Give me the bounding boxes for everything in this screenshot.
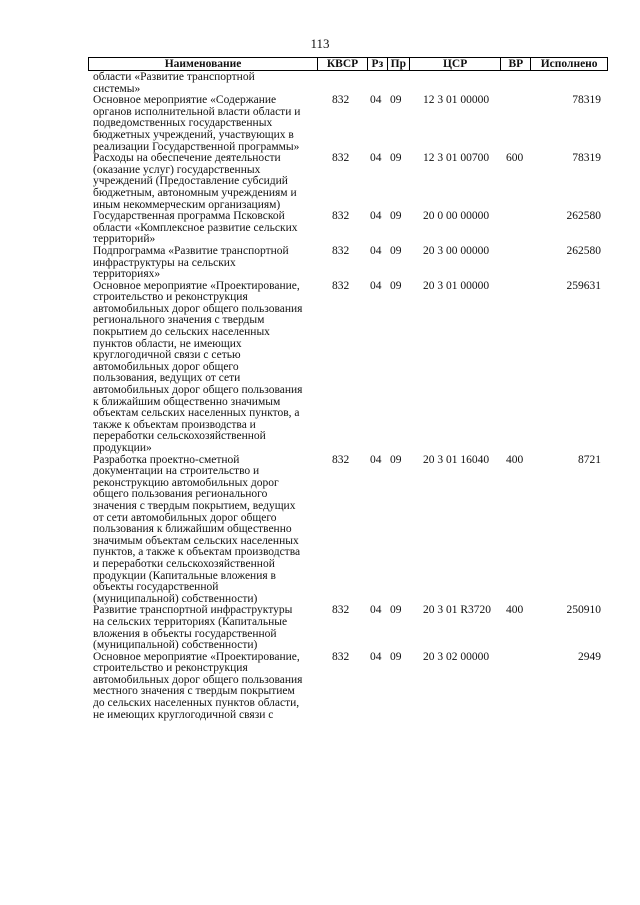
row-name: области «Развитие транспортной системы» (93, 71, 255, 95)
row-pr: 09 (390, 650, 402, 663)
table-row (93, 95, 605, 153)
table-row (93, 211, 605, 246)
row-kvsr: 832 (332, 604, 350, 617)
row-pr: 09 (390, 210, 402, 223)
row-kvsr: 832 (332, 650, 350, 663)
row-vr: 600 (506, 152, 524, 165)
row-vr: 400 (506, 453, 524, 466)
table-row (93, 281, 605, 455)
row-kvsr: 832 (332, 453, 350, 466)
row-csr: 20 3 01 00000 (423, 279, 490, 292)
row-name: Разработка проектно-сметной документации на строительство и реконструкцию автомобильных дорог общего пользования регионального значения с твердым покрытием, ведущих от сети автомобильных дорог общего пользования к ближайшим общественно значимым объектам сельских населенных пунктов, а также к объектам производства и переработки сельскохозяйственной продукции (Капитальные вложения в объекты государственной (муниципальной) собственности) (93, 453, 301, 605)
row-vr: 400 (506, 604, 524, 617)
row-rz: 04 (370, 650, 382, 663)
table-row (93, 605, 605, 651)
row-rz: 04 (370, 244, 382, 257)
row-rz: 04 (370, 453, 382, 466)
row-executed: 2949 (578, 650, 601, 663)
row-name: Основное мероприятие «Проектирование, строительство и реконструкция автомобильных дорог общего пользования регионального значения с твердым покрытием до сельских населенных пунктов области, не имеющих круглогодичной связи с сетью автомобильных дорог общего пользования, ведущих от сети автомобильных дорог общего пользования к ближайшим общественно значимым объектам сельских населенных пунктов, а также к объектам производства и переработки сельскохозяйственной продукции» (93, 279, 303, 454)
table-body (93, 72, 605, 721)
row-pr: 09 (390, 604, 402, 617)
table-header (88, 57, 608, 71)
row-kvsr: 832 (332, 210, 350, 223)
row-pr: 09 (390, 244, 402, 257)
row-kvsr: 832 (332, 244, 350, 257)
table-row (93, 246, 605, 281)
header-executed: Исполнено (540, 58, 598, 70)
row-csr: 12 3 01 00700 (423, 152, 490, 165)
table-row (93, 652, 605, 722)
header-rz: Рз (368, 58, 388, 70)
row-executed: 78319 (572, 94, 601, 107)
row-name: Основное мероприятие «Проектирование, строительство и реконструкция автомобильных дорог общего пользования местного значения с твердым покрытием до сельских населенных пунктов области, не имеющих круглогодичной связи с (93, 650, 303, 721)
header-pr: Пр (388, 58, 410, 70)
row-rz: 04 (370, 604, 382, 617)
row-name: Развитие транспортной инфраструктуры на сельских территориях (Капитальные вложения в объекты государственной (муниципальной) собственности) (93, 604, 293, 652)
table-row (93, 153, 605, 211)
row-kvsr: 832 (332, 152, 350, 165)
row-executed: 262580 (566, 210, 601, 223)
table-row (93, 455, 605, 606)
row-name: Расходы на обеспечение деятельности (оказание услуг) государственных учреждений (Предоставление субсидий бюджетным, автономным учреждениям и иным некоммерческим организациям) (93, 152, 297, 211)
page-number: 113 (310, 36, 330, 51)
row-name: Подпрограмма «Развитие транспортной инфраструктуры на сельских территориях» (93, 244, 289, 281)
table-row (93, 72, 605, 95)
row-rz: 04 (370, 279, 382, 292)
row-csr: 20 3 00 00000 (423, 244, 490, 257)
row-csr: 12 3 01 00000 (423, 94, 490, 107)
row-executed: 262580 (566, 244, 601, 257)
row-executed: 250910 (566, 604, 601, 617)
header-name: Наименование (89, 58, 318, 70)
row-executed: 259631 (566, 279, 601, 292)
row-csr: 20 3 02 00000 (423, 650, 490, 663)
row-rz: 04 (370, 152, 382, 165)
row-rz: 04 (370, 210, 382, 223)
row-executed: 78319 (572, 152, 601, 165)
row-kvsr: 832 (332, 279, 350, 292)
header-kvsr: КВСР (318, 58, 368, 70)
row-pr: 09 (390, 94, 402, 107)
header-vr: ВР (501, 58, 531, 70)
row-pr: 09 (390, 152, 402, 165)
row-rz: 04 (370, 94, 382, 107)
row-executed: 8721 (578, 453, 601, 466)
row-kvsr: 832 (332, 94, 350, 107)
row-csr: 20 0 00 00000 (423, 210, 490, 223)
row-name: Государственная программа Псковской области «Комплексное развитие сельских территорий» (93, 210, 298, 246)
row-pr: 09 (390, 453, 402, 466)
row-name: Основное мероприятие «Содержание органов исполнительной власти области и подведомственных государственных бюджетных учреждений, участвующих в реализации Государственной программы» (93, 94, 301, 153)
row-csr: 20 3 01 16040 (423, 453, 490, 466)
row-pr: 09 (390, 279, 402, 292)
row-csr: 20 3 01 R3720 (423, 604, 492, 617)
header-csr: ЦСР (410, 58, 502, 70)
